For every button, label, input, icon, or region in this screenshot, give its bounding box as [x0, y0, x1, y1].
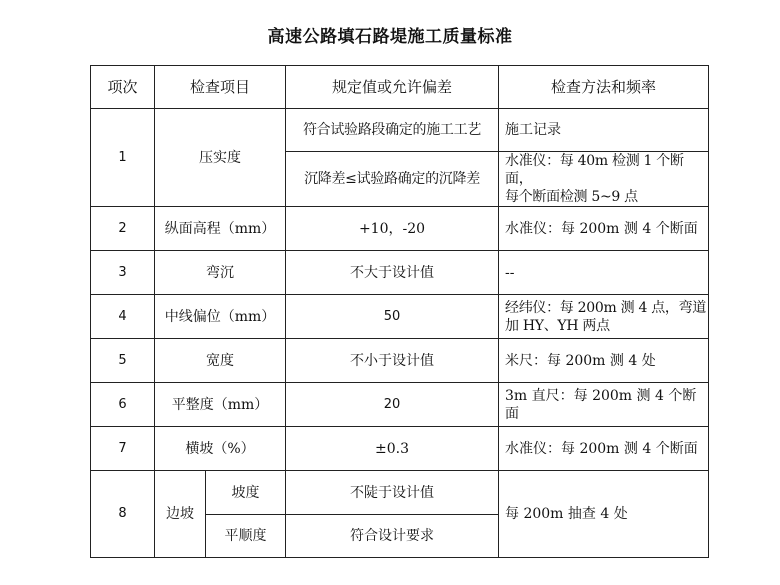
row-method-line: 加 HY、YH 两点 [505, 317, 610, 334]
row-method [499, 295, 709, 339]
row-no: 3 [91, 251, 155, 295]
document-title: 高速公路填石路堤施工质量标准 [267, 27, 513, 47]
row-spec: 沉降差≤试验路确定的沉降差 [286, 152, 499, 207]
row-method: 水准仪：每 200m 测 4 个断面 [499, 207, 709, 251]
row-item: 纵面高程（mm） [155, 207, 286, 251]
row-method-line: 水准仪：每 40m 检测 1 个断面， [505, 153, 684, 187]
row-item: 平整度（mm） [155, 383, 286, 427]
row-no: 1 [91, 109, 155, 207]
row-subitem: 坡度 [206, 471, 286, 515]
row-spec: +10，-20 [286, 207, 499, 251]
table-row [91, 339, 709, 383]
row-no: 6 [91, 383, 155, 427]
row-method: -- [499, 251, 709, 295]
table-row [91, 471, 709, 515]
table-row [91, 251, 709, 295]
row-spec: 20 [286, 383, 499, 427]
table-row [91, 383, 709, 427]
row-method: 施工记录 [499, 109, 709, 152]
row-spec: 50 [286, 295, 499, 339]
quality-standard-table [90, 65, 709, 558]
row-method: 水准仪：每 200m 测 4 个断面 [499, 427, 709, 471]
row-method: 米尺：每 200m 测 4 处 [499, 339, 709, 383]
row-method: 3m 直尺：每 200m 测 4 个断面 [499, 383, 709, 427]
table-header-row [91, 66, 709, 109]
row-method-line: 每个断面检测 5~9 点 [505, 189, 638, 205]
row-subitem: 平顺度 [206, 515, 286, 558]
row-item: 横坡（%） [155, 427, 286, 471]
row-spec: ±0.3 [286, 427, 499, 471]
row-method: 每 200m 抽查 4 处 [499, 471, 709, 558]
row-no: 5 [91, 339, 155, 383]
table-row [91, 295, 709, 339]
row-item: 弯沉 [155, 251, 286, 295]
row-item: 中线偏位（mm） [155, 295, 286, 339]
row-no: 8 [91, 471, 155, 558]
row-spec: 不小于设计值 [286, 339, 499, 383]
row-method [499, 152, 709, 207]
row-spec: 符合设计要求 [286, 515, 499, 558]
header-method: 检查方法和频率 [499, 66, 709, 109]
table-row [91, 207, 709, 251]
row-spec: 不陡于设计值 [286, 471, 499, 515]
row-item: 边坡 [155, 471, 206, 558]
header-spec: 规定值或允许偏差 [286, 66, 499, 109]
row-no: 2 [91, 207, 155, 251]
header-check-item: 检查项目 [155, 66, 286, 109]
header-item-no: 项次 [91, 66, 155, 109]
row-no: 7 [91, 427, 155, 471]
table-row [91, 427, 709, 471]
row-spec: 符合试验路段确定的施工工艺 [286, 109, 499, 152]
row-spec: 不大于设计值 [286, 251, 499, 295]
table-row [91, 109, 709, 152]
row-item: 宽度 [155, 339, 286, 383]
row-method-line: 经纬仪：每 200m 测 4 点，弯道 [505, 299, 707, 316]
row-no: 4 [91, 295, 155, 339]
row-item: 压实度 [155, 109, 286, 207]
